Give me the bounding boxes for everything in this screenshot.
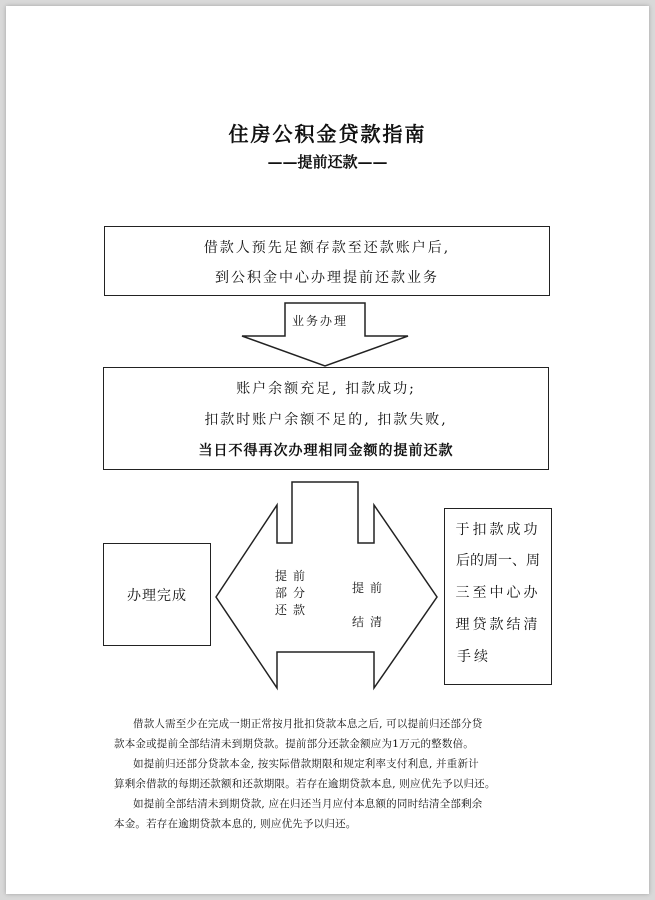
settlement-procedure-box bbox=[444, 508, 552, 685]
step2-line-2: 扣款时账户余额不足的, 扣款失败, bbox=[204, 412, 448, 428]
note-line-1: 借款人需至少在完成一期正常按月批扣贷款本息之后, 可以提前归还部分贷 bbox=[133, 718, 483, 730]
right-line-2: 后的周一、周 bbox=[456, 553, 540, 569]
step1-line-1: 借款人预先足额存款至还款账户后, bbox=[203, 240, 451, 256]
step2-bold-line: 当日不得再次办理相同金额的提前还款 bbox=[198, 443, 454, 459]
right-line-5: 手续 bbox=[457, 649, 491, 665]
note-line-3: 如提前归还部分贷款本金, 按实际借款期限和规定利率支付利息, 并重新计 bbox=[133, 758, 479, 770]
full-char-3: 结 bbox=[351, 615, 370, 629]
step2-line-1: 账户余额充足, 扣款成功; bbox=[236, 381, 416, 397]
full-char-4: 清 bbox=[370, 615, 389, 629]
partial-char-1: 提 bbox=[274, 569, 293, 583]
right-line-4: 理贷款结清 bbox=[455, 617, 541, 633]
partial-char-5: 还 bbox=[274, 603, 293, 617]
page-title: 住房公积金贷款指南 bbox=[228, 122, 427, 146]
full-char-1: 提 bbox=[351, 581, 370, 595]
partial-char-3: 部 bbox=[274, 586, 293, 600]
partial-repayment-label bbox=[268, 568, 318, 619]
completed-box bbox=[103, 543, 211, 646]
note-line-5: 如提前全部结清未到期贷款, 应在归还当月应付本息额的同时结清全部剩余 bbox=[133, 798, 483, 810]
double-arrow-shape bbox=[216, 482, 437, 688]
full-char-2: 前 bbox=[370, 581, 389, 595]
completed-label: 办理完成 bbox=[127, 588, 187, 604]
partial-char-2: 前 bbox=[293, 569, 312, 583]
full-settlement-label bbox=[345, 571, 395, 639]
business-handling-label: 业务办理 bbox=[292, 314, 349, 328]
partial-char-4: 分 bbox=[293, 586, 312, 600]
page-subtitle: ——提前还款—— bbox=[267, 153, 388, 171]
note-line-2: 款本金或提前全部结清未到期贷款。提前部分还款金额应为1万元的整数倍。 bbox=[114, 738, 474, 750]
step2-box bbox=[103, 367, 549, 470]
right-line-1: 于扣款成功 bbox=[455, 522, 541, 538]
partial-char-6: 款 bbox=[293, 603, 312, 617]
note-line-6: 本金。若存在逾期贷款本息的, 则应优先予以归还。 bbox=[114, 818, 357, 830]
step1-line-2: 到公积金中心办理提前还款业务 bbox=[215, 270, 439, 286]
note-line-4: 算剩余借款的每期还款额和还款期限。若存在逾期贷款本息, 则应优先予以归还。 bbox=[114, 778, 496, 790]
right-line-3: 三至中心办 bbox=[455, 585, 541, 601]
